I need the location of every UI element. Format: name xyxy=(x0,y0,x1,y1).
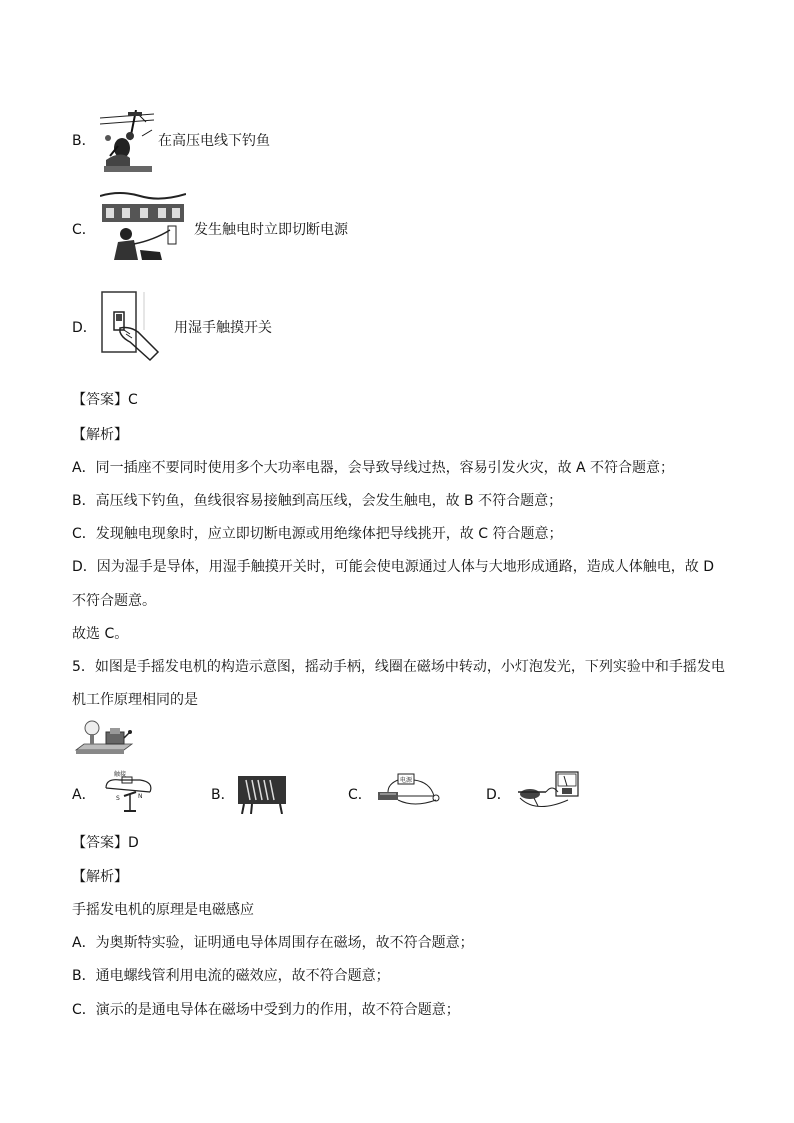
option-c-text: 发生触电时立即切断电源 xyxy=(194,222,348,238)
q5-analysis-line: B．通电螺线管利用电流的磁效应，故不符合题意； xyxy=(72,968,390,984)
cut-power-on-electrocution-icon xyxy=(100,190,186,262)
q4-analysis-line: A．同一插座不要同时使用多个大功率电器，会导致导线过热，容易引发火灾，故 A 不符合题意； xyxy=(72,460,675,476)
q4-analysis-line: D．因为湿手是导体，用湿手触摸开关时，可能会使电源通过人体与大地形成通路，造成人体触电，故 D xyxy=(72,559,715,575)
q4-analysis-heading: 【解析】 xyxy=(72,427,128,443)
q5-analysis-heading: 【解析】 xyxy=(72,869,128,885)
option-b-text: 在高压电线下钓鱼 xyxy=(158,133,270,149)
q5-answer: 【答案】D xyxy=(72,835,139,851)
electrified-solenoid-icon xyxy=(236,772,288,814)
q5-stem-line: 机工作原理相同的是 xyxy=(72,692,198,708)
option-c-letter: C． xyxy=(72,222,96,238)
south-pole-label: S xyxy=(116,795,120,802)
wet-hand-touch-switch-icon xyxy=(100,290,170,362)
q4-analysis-line: 不符合题意。 xyxy=(72,593,156,609)
option-b-letter: B． xyxy=(72,133,96,149)
q5-analysis-line: C．演示的是通电导体在磁场中受到力的作用，故不符合题意； xyxy=(72,1002,460,1018)
q5-option-b-letter: B． xyxy=(211,787,235,803)
q4-analysis-line: C．发现触电现象时，应立即切断电源或用绝缘体把导线挑开，故 C 符合题意； xyxy=(72,526,563,542)
q5-option-d-letter: D． xyxy=(486,787,511,803)
force-on-current-conductor-icon xyxy=(374,770,448,810)
q4-conclusion: 故选 C。 xyxy=(72,626,129,642)
fishing-under-power-line-icon xyxy=(100,110,154,172)
q5-analysis-line: 手摇发电机的原理是电磁感应 xyxy=(72,902,254,918)
hand-crank-generator-icon xyxy=(72,718,134,758)
power-supply-label: 电源 xyxy=(400,777,413,784)
electromagnetic-induction-icon xyxy=(512,770,582,816)
q4-analysis-line: B．高压线下钓鱼，鱼线很容易接触到高压线，会发生触电，故 B 不符合题意； xyxy=(72,493,563,509)
q5-stem-line: 5．如图是手摇发电机的构造示意图，摇动手柄，线圈在磁场中转动，小灯泡发光，下列实验中和手摇发电 xyxy=(72,659,725,675)
q5-option-c-letter: C． xyxy=(348,787,372,803)
contact-label: 触接 xyxy=(114,771,127,778)
north-pole-label: N xyxy=(138,793,143,800)
q5-option-a-letter: A． xyxy=(72,787,96,803)
option-d-text: 用湿手触摸开关 xyxy=(174,320,272,336)
option-d-letter: D． xyxy=(72,320,97,336)
q5-analysis-line: A．为奥斯特实验，证明通电导体周围存在磁场，故不符合题意； xyxy=(72,935,474,951)
oersted-experiment-icon xyxy=(100,768,156,814)
q4-answer: 【答案】C xyxy=(72,392,138,408)
